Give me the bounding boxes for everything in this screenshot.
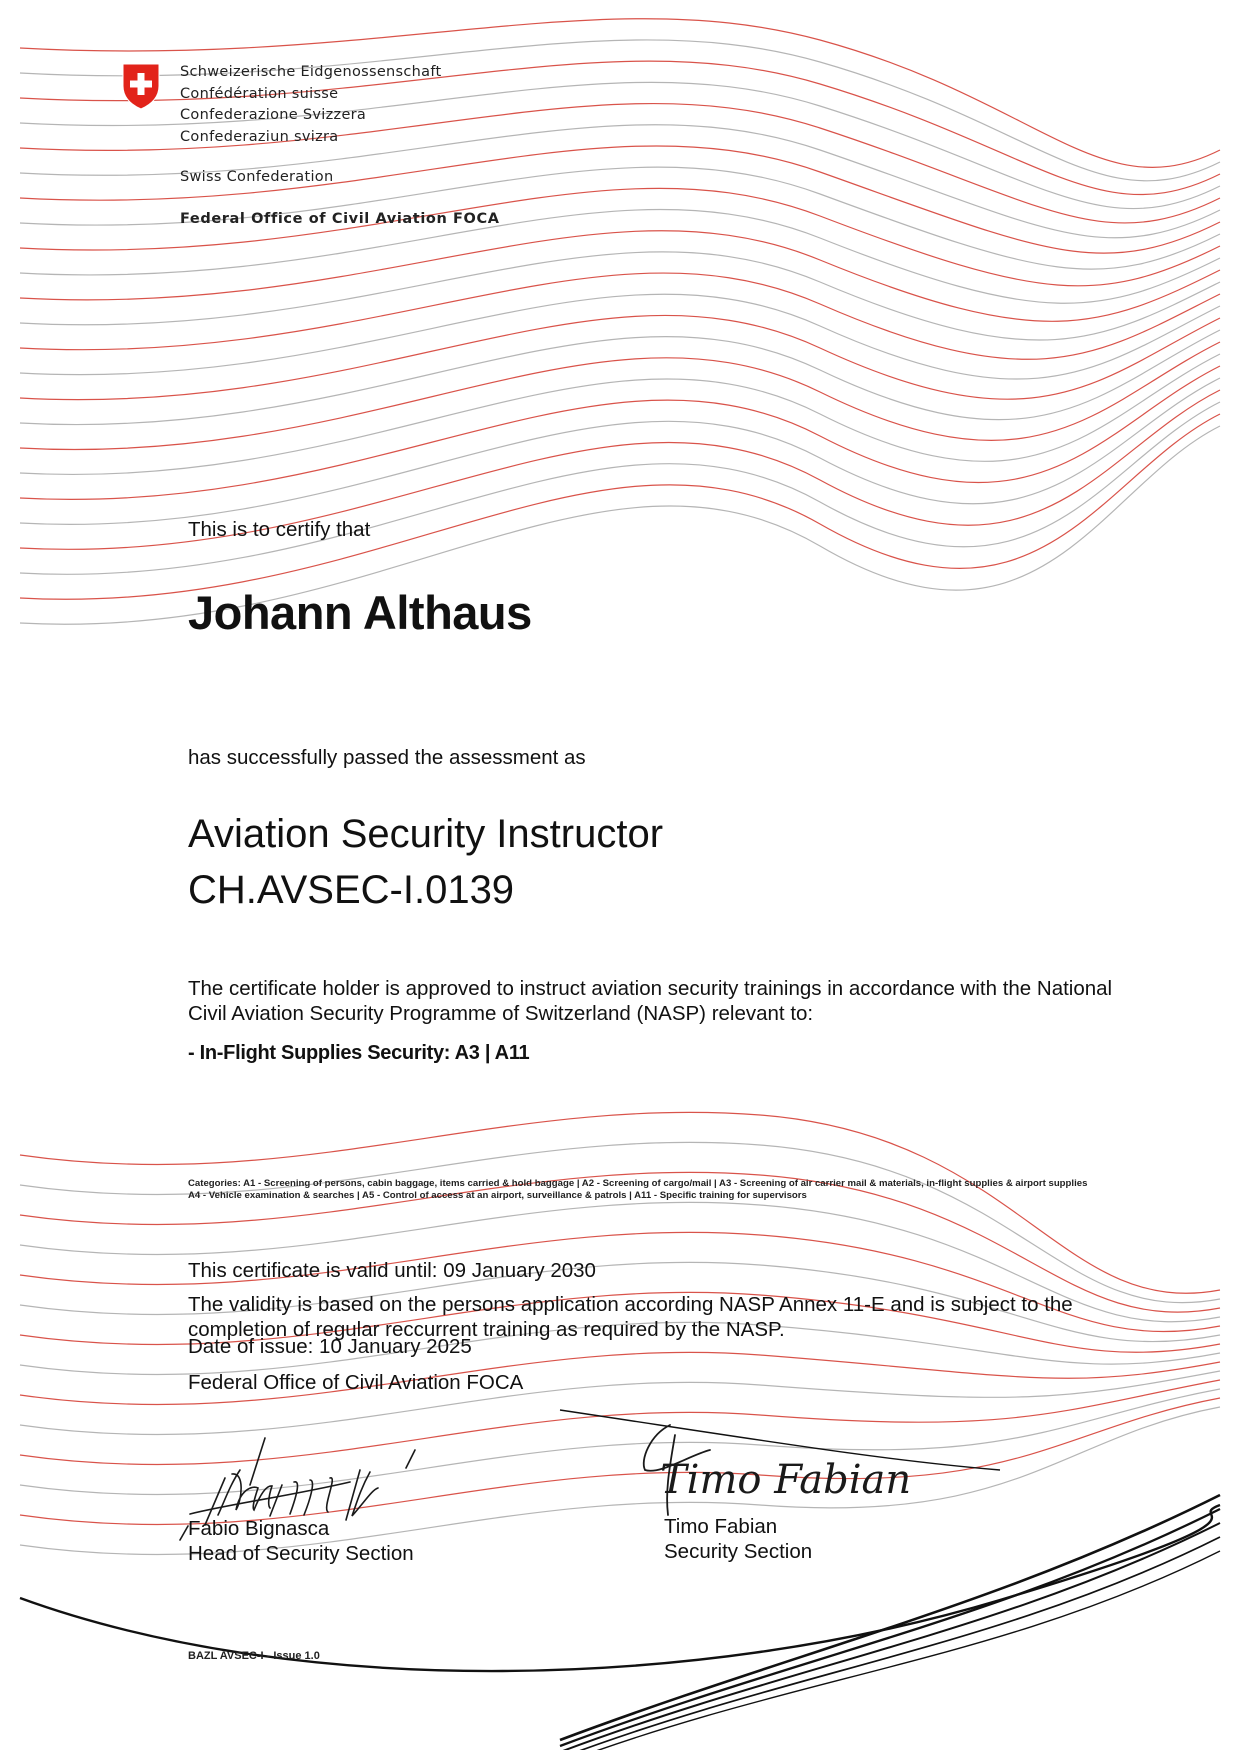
wave-line: [20, 146, 1220, 253]
categories-legend: [188, 1178, 1087, 1202]
confederation-name-it: Confederazione Svizzera: [180, 107, 367, 123]
wave-line: [20, 294, 1220, 379]
categories-legend-line1: Categories: A1 - Screening of persons, cabin baggage, items carried & hold baggage | A2 - Screening of cargo/mail | A3 - Screening of air carrier mail & materials, in-flight supplies & airport supplies: [188, 1178, 1088, 1189]
certificate-id: CH.AVSEC-I.0139: [188, 868, 515, 912]
signature-text: Timo Fabian: [660, 1457, 912, 1503]
wave-line: [20, 366, 1220, 499]
signatory-2-name: Timo Fabian: [664, 1515, 778, 1538]
date-of-issue: Date of issue: 10 January 2025: [188, 1335, 472, 1358]
office-name: Federal Office of Civil Aviation FOCA: [180, 211, 500, 227]
confederation-names: [180, 62, 441, 148]
form-reference: BAZL AVSEC-I - Issue 1.0: [188, 1650, 320, 1662]
wave-line: [20, 231, 1220, 322]
confederation-name-rm: Confederaziun svizra: [180, 128, 339, 145]
signatory-1: [188, 1516, 414, 1566]
confederation-name-en: Swiss Confederation: [180, 169, 334, 185]
signatory-2: [664, 1514, 812, 1564]
role-block: [188, 806, 663, 918]
confederation-name-de: Schweizerische Eidgenossenschaft: [180, 64, 442, 80]
issuer: Federal Office of Civil Aviation FOCA: [188, 1371, 524, 1394]
signatory-1-name: Fabio Bignasca: [188, 1517, 330, 1540]
passed-text: has successfully passed the assessment as: [188, 746, 586, 769]
confederation-name-fr: Confédération suisse: [180, 85, 339, 102]
validity-block: [188, 1258, 1148, 1342]
validity-basis: The validity is based on the persons application according NASP Annex 11-E and is subject to the completion of regular reccurrent training as required by the NASP.: [188, 1293, 1073, 1341]
signature-timo-fabian: [630, 1415, 912, 1525]
categories-legend-line2: A4 - Vehicle examination & searches | A5 - Control of access at an airport, surveillance & patrols | A11 - Specific training for supervisors: [188, 1190, 807, 1201]
certify-intro: This is to certify that: [188, 518, 371, 541]
wave-line: [560, 1495, 1220, 1740]
wave-line: [20, 273, 1220, 359]
valid-until: This certificate is valid until: 09 January 2030: [188, 1259, 596, 1282]
wave-line: [20, 315, 1220, 399]
role-title: Aviation Security Instructor: [188, 812, 664, 856]
wave-line: [20, 188, 1220, 286]
holder-name: Johann Althaus: [188, 586, 532, 639]
wave-line: [20, 378, 1220, 524]
signatory-2-title: Security Section: [664, 1540, 813, 1563]
wave-line: [20, 354, 1220, 474]
category-item: - In-Flight Supplies Security: A3 | A11: [188, 1042, 530, 1064]
wave-line: [20, 342, 1220, 450]
swiss-cross-icon: [120, 62, 162, 110]
signatory-1-title: Head of Security Section: [188, 1542, 414, 1565]
approval-text: The certificate holder is approved to instruct aviation security trainings in accordance with the National Civil Aviation Security Programme of Switzerland (NASP) relevant to:: [188, 977, 1113, 1025]
